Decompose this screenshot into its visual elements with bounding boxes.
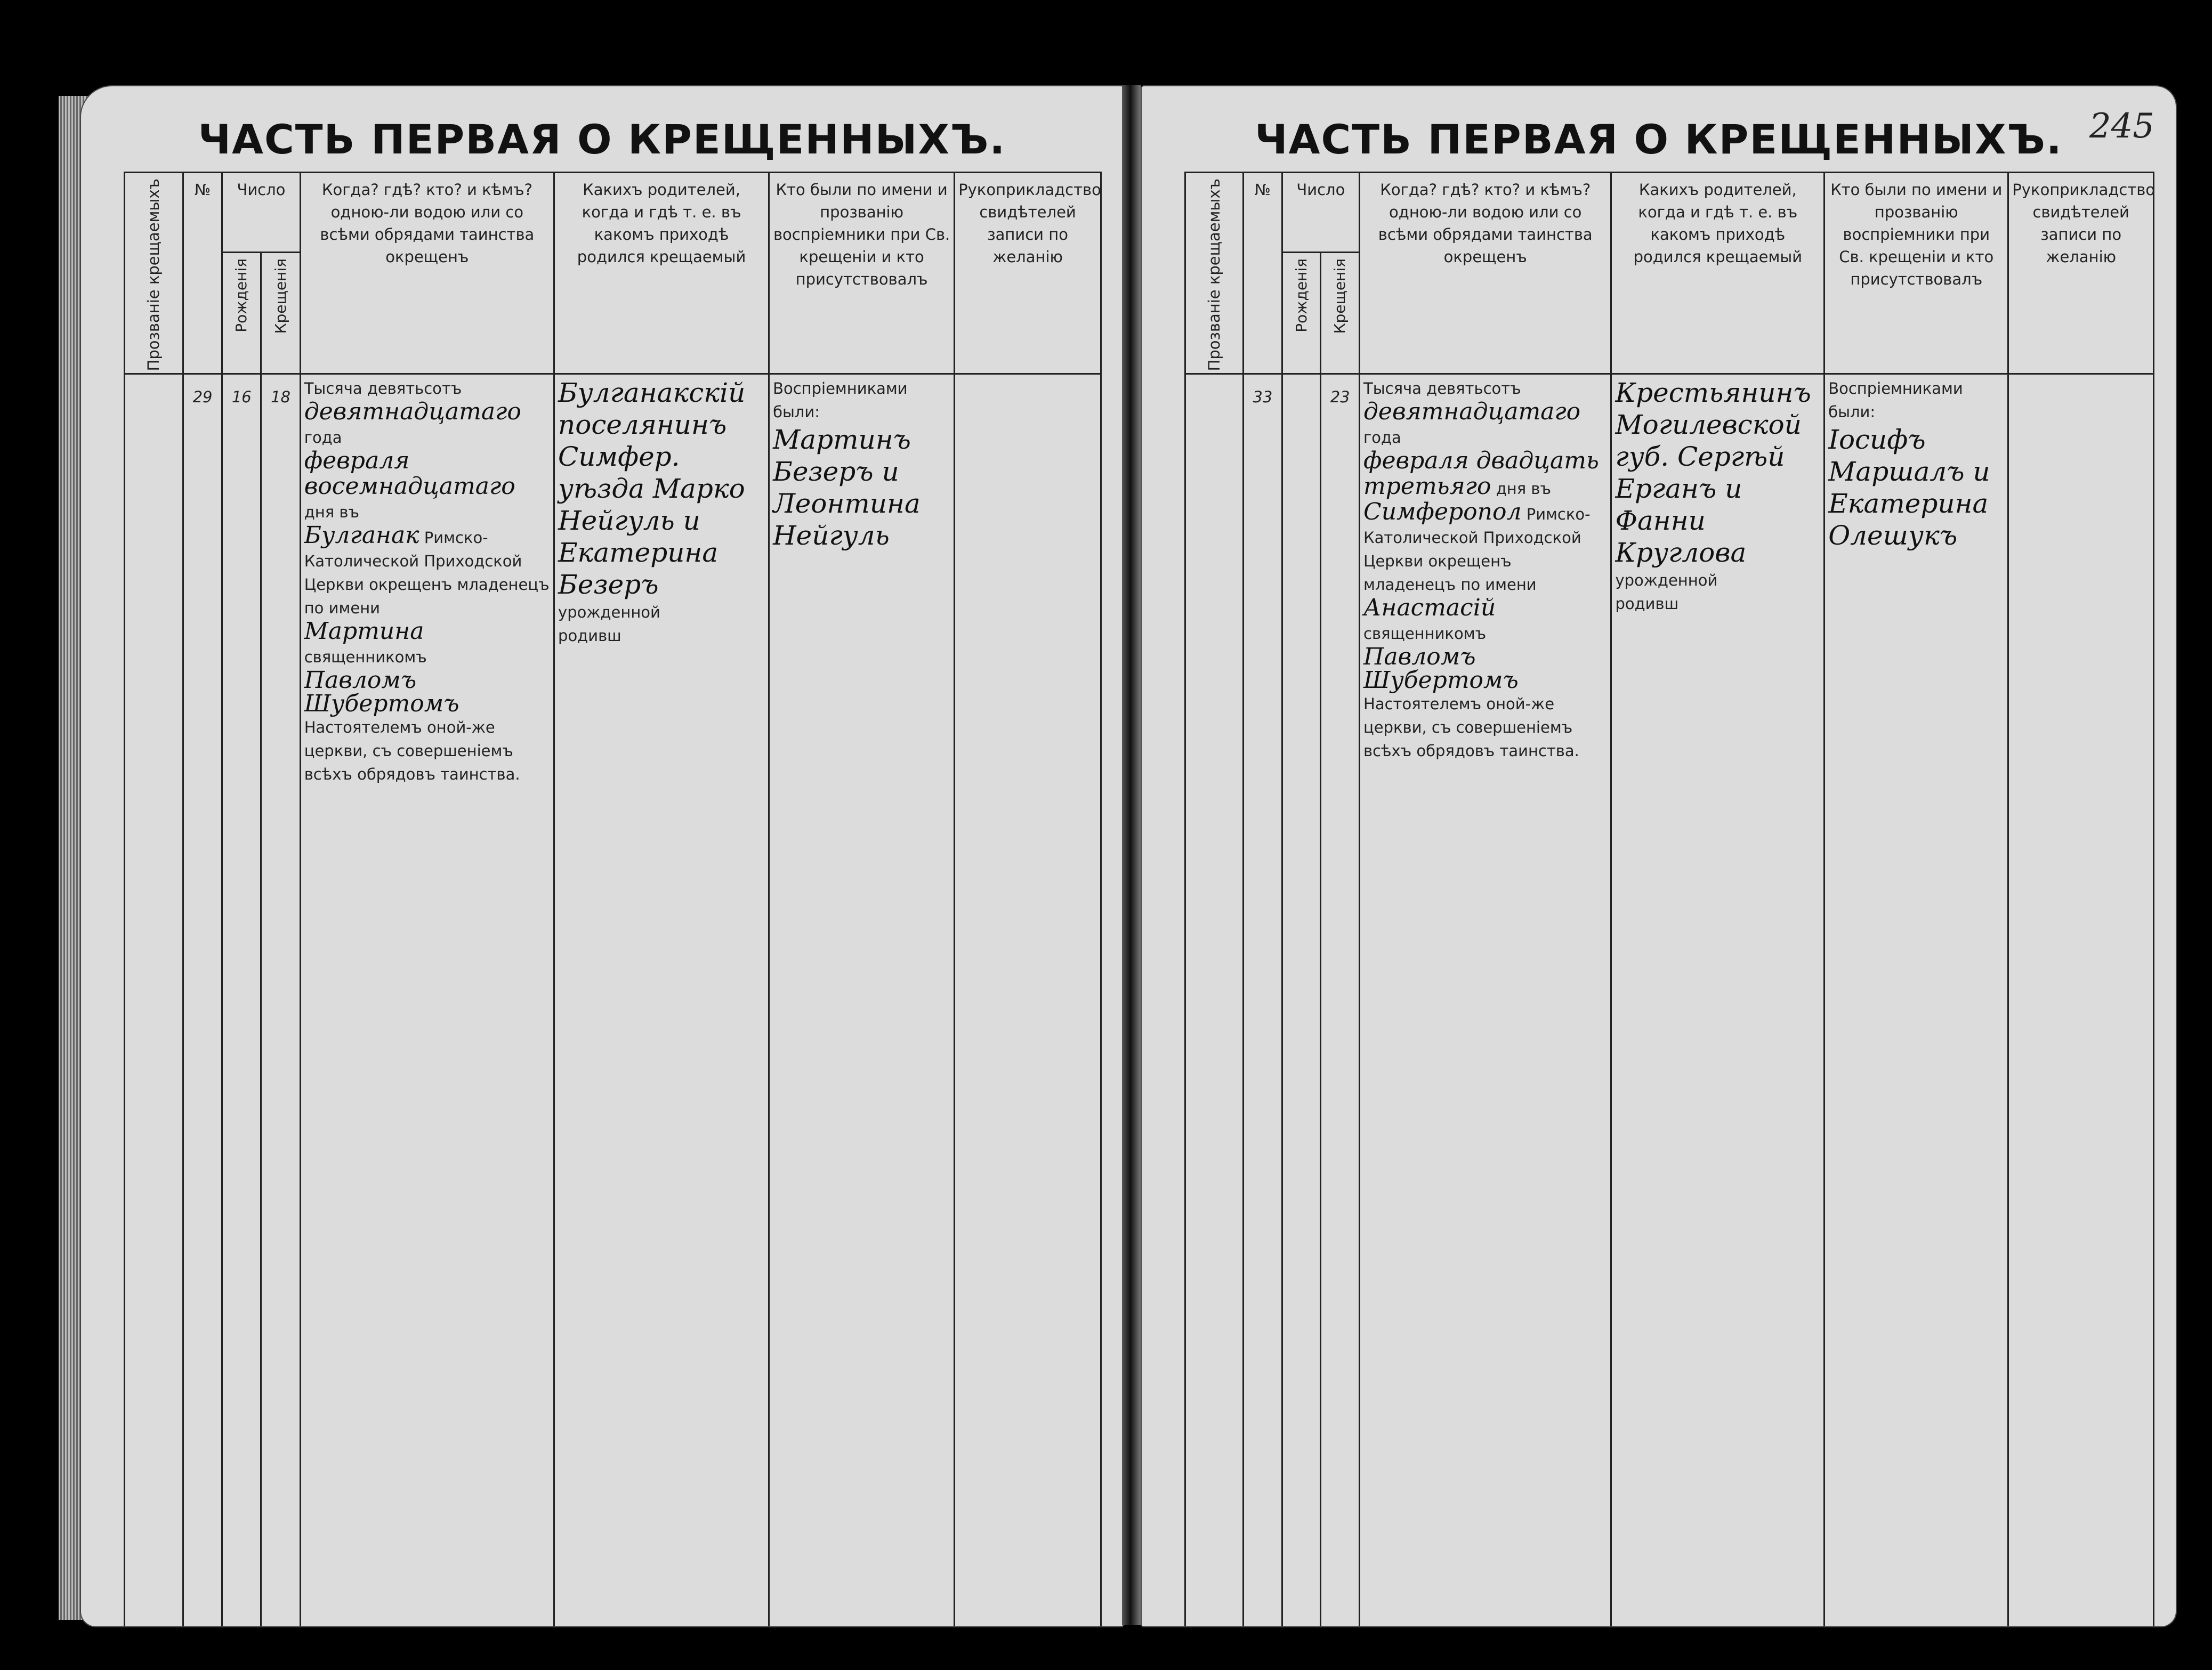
- col-birth: Рожденія: [222, 253, 261, 374]
- record-parents: Булганакскій поселянинъ Симфер. уѣзда Марко Нейгуль и Екатерина Безеръ урожденной родивш: [554, 374, 769, 1627]
- col-parents: Какихъ родителей, когда и гдѣ т. е. въ какомъ приходѣ родился крещаемый: [554, 173, 769, 374]
- record-parents: Крестьянинъ Могилевской губ. Сергѣй Ерганъ и Фанни Круглова урожденной родивш: [1611, 374, 1825, 1627]
- col-number: Число: [1282, 173, 1359, 253]
- record-row: [1185, 374, 2154, 1627]
- page-number: 245: [2089, 107, 2154, 146]
- register-book: [80, 85, 2175, 1631]
- book-spine: [1122, 85, 1141, 1625]
- right-page: [1141, 85, 2177, 1627]
- record-godparents: Воспріемниками были: Мартинъ Безеръ и Леонтина Нейгуль: [769, 374, 955, 1627]
- record-birth: 16: [222, 374, 261, 1627]
- record-surname: [1185, 374, 1244, 1627]
- left-ledger: [124, 172, 1102, 1616]
- col-baptism: Крещенія: [1321, 253, 1360, 374]
- col-surname: Прозваніе крещаемыхъ: [1185, 173, 1244, 374]
- record-birth: [1282, 374, 1321, 1627]
- col-godparents: Кто были по имени и прозванію воспріемники при Св. крещеніи и кто присутствовалъ: [769, 173, 955, 374]
- col-no: №: [183, 173, 222, 374]
- col-parents: Какихъ родителей, когда и гдѣ т. е. въ какомъ приходѣ родился крещаемый: [1611, 173, 1825, 374]
- col-no: №: [1244, 173, 1282, 374]
- left-page: [80, 85, 1124, 1627]
- col-when: Когда? гдѣ? кто? и кѣмъ? одною-ли водою или со всѣми обрядами таинства окрещенъ: [300, 173, 554, 374]
- record-surname: [125, 374, 183, 1627]
- record-no: 33: [1244, 374, 1282, 1627]
- left-page-title: ЧАСТЬ ПЕРВАЯ О КРЕЩЕННЫХЪ.: [198, 116, 1006, 163]
- right-page-title: ЧАСТЬ ПЕРВАЯ О КРЕЩЕННЫХЪ.: [1255, 116, 2063, 163]
- col-signature: Рукоприкладство свидѣтелей записи по желанію: [2008, 173, 2154, 374]
- col-surname: Прозваніе крещаемыхъ: [125, 173, 183, 374]
- record-signature: [955, 374, 1101, 1627]
- record-no: 29: [183, 374, 222, 1627]
- col-birth: Рожденія: [1282, 253, 1321, 374]
- col-baptism: Крещенія: [261, 253, 300, 374]
- col-number: Число: [222, 173, 301, 253]
- record-when: Тысяча девятьсотъ девятнадцатаго года февраля двадцать третьяго дня въ Симферопол Римско-Католической Приходской Церкви окрещенъ младенецъ по имени Анастасій священникомъ Павломъ Шубертомъ Настоятелемъ оной-же церкви, съ совершеніемъ всѣхъ обрядовъ таинства.: [1360, 374, 1611, 1627]
- record-when: Тысяча девятьсотъ девятнадцатаго года февраля восемнадцатаго дня въ Булганак Римско-Католической Приходской Церкви окрещенъ младенецъ по имени Мартина священникомъ Павломъ Шубертомъ Настоятелемъ оной-же церкви, съ совершеніемъ всѣхъ обрядовъ таинства.: [300, 374, 554, 1627]
- col-godparents: Кто были по имени и прозванію воспріемники при Св. крещеніи и кто присутствовалъ: [1825, 173, 2008, 374]
- record-baptism: 23: [1321, 374, 1360, 1627]
- record-godparents: Воспріемниками были: Іосифъ Маршалъ и Екатерина Олешукъ: [1825, 374, 2008, 1627]
- record-signature: [2008, 374, 2154, 1627]
- record-row: [125, 374, 1101, 1627]
- record-baptism: 18: [261, 374, 300, 1627]
- col-signature: Рукоприкладство свидѣтелей записи по желанію: [955, 173, 1101, 374]
- right-ledger: [1184, 172, 2154, 1616]
- col-when: Когда? гдѣ? кто? и кѣмъ? одною-ли водою или со всѣми обрядами таинства окрещенъ: [1360, 173, 1611, 374]
